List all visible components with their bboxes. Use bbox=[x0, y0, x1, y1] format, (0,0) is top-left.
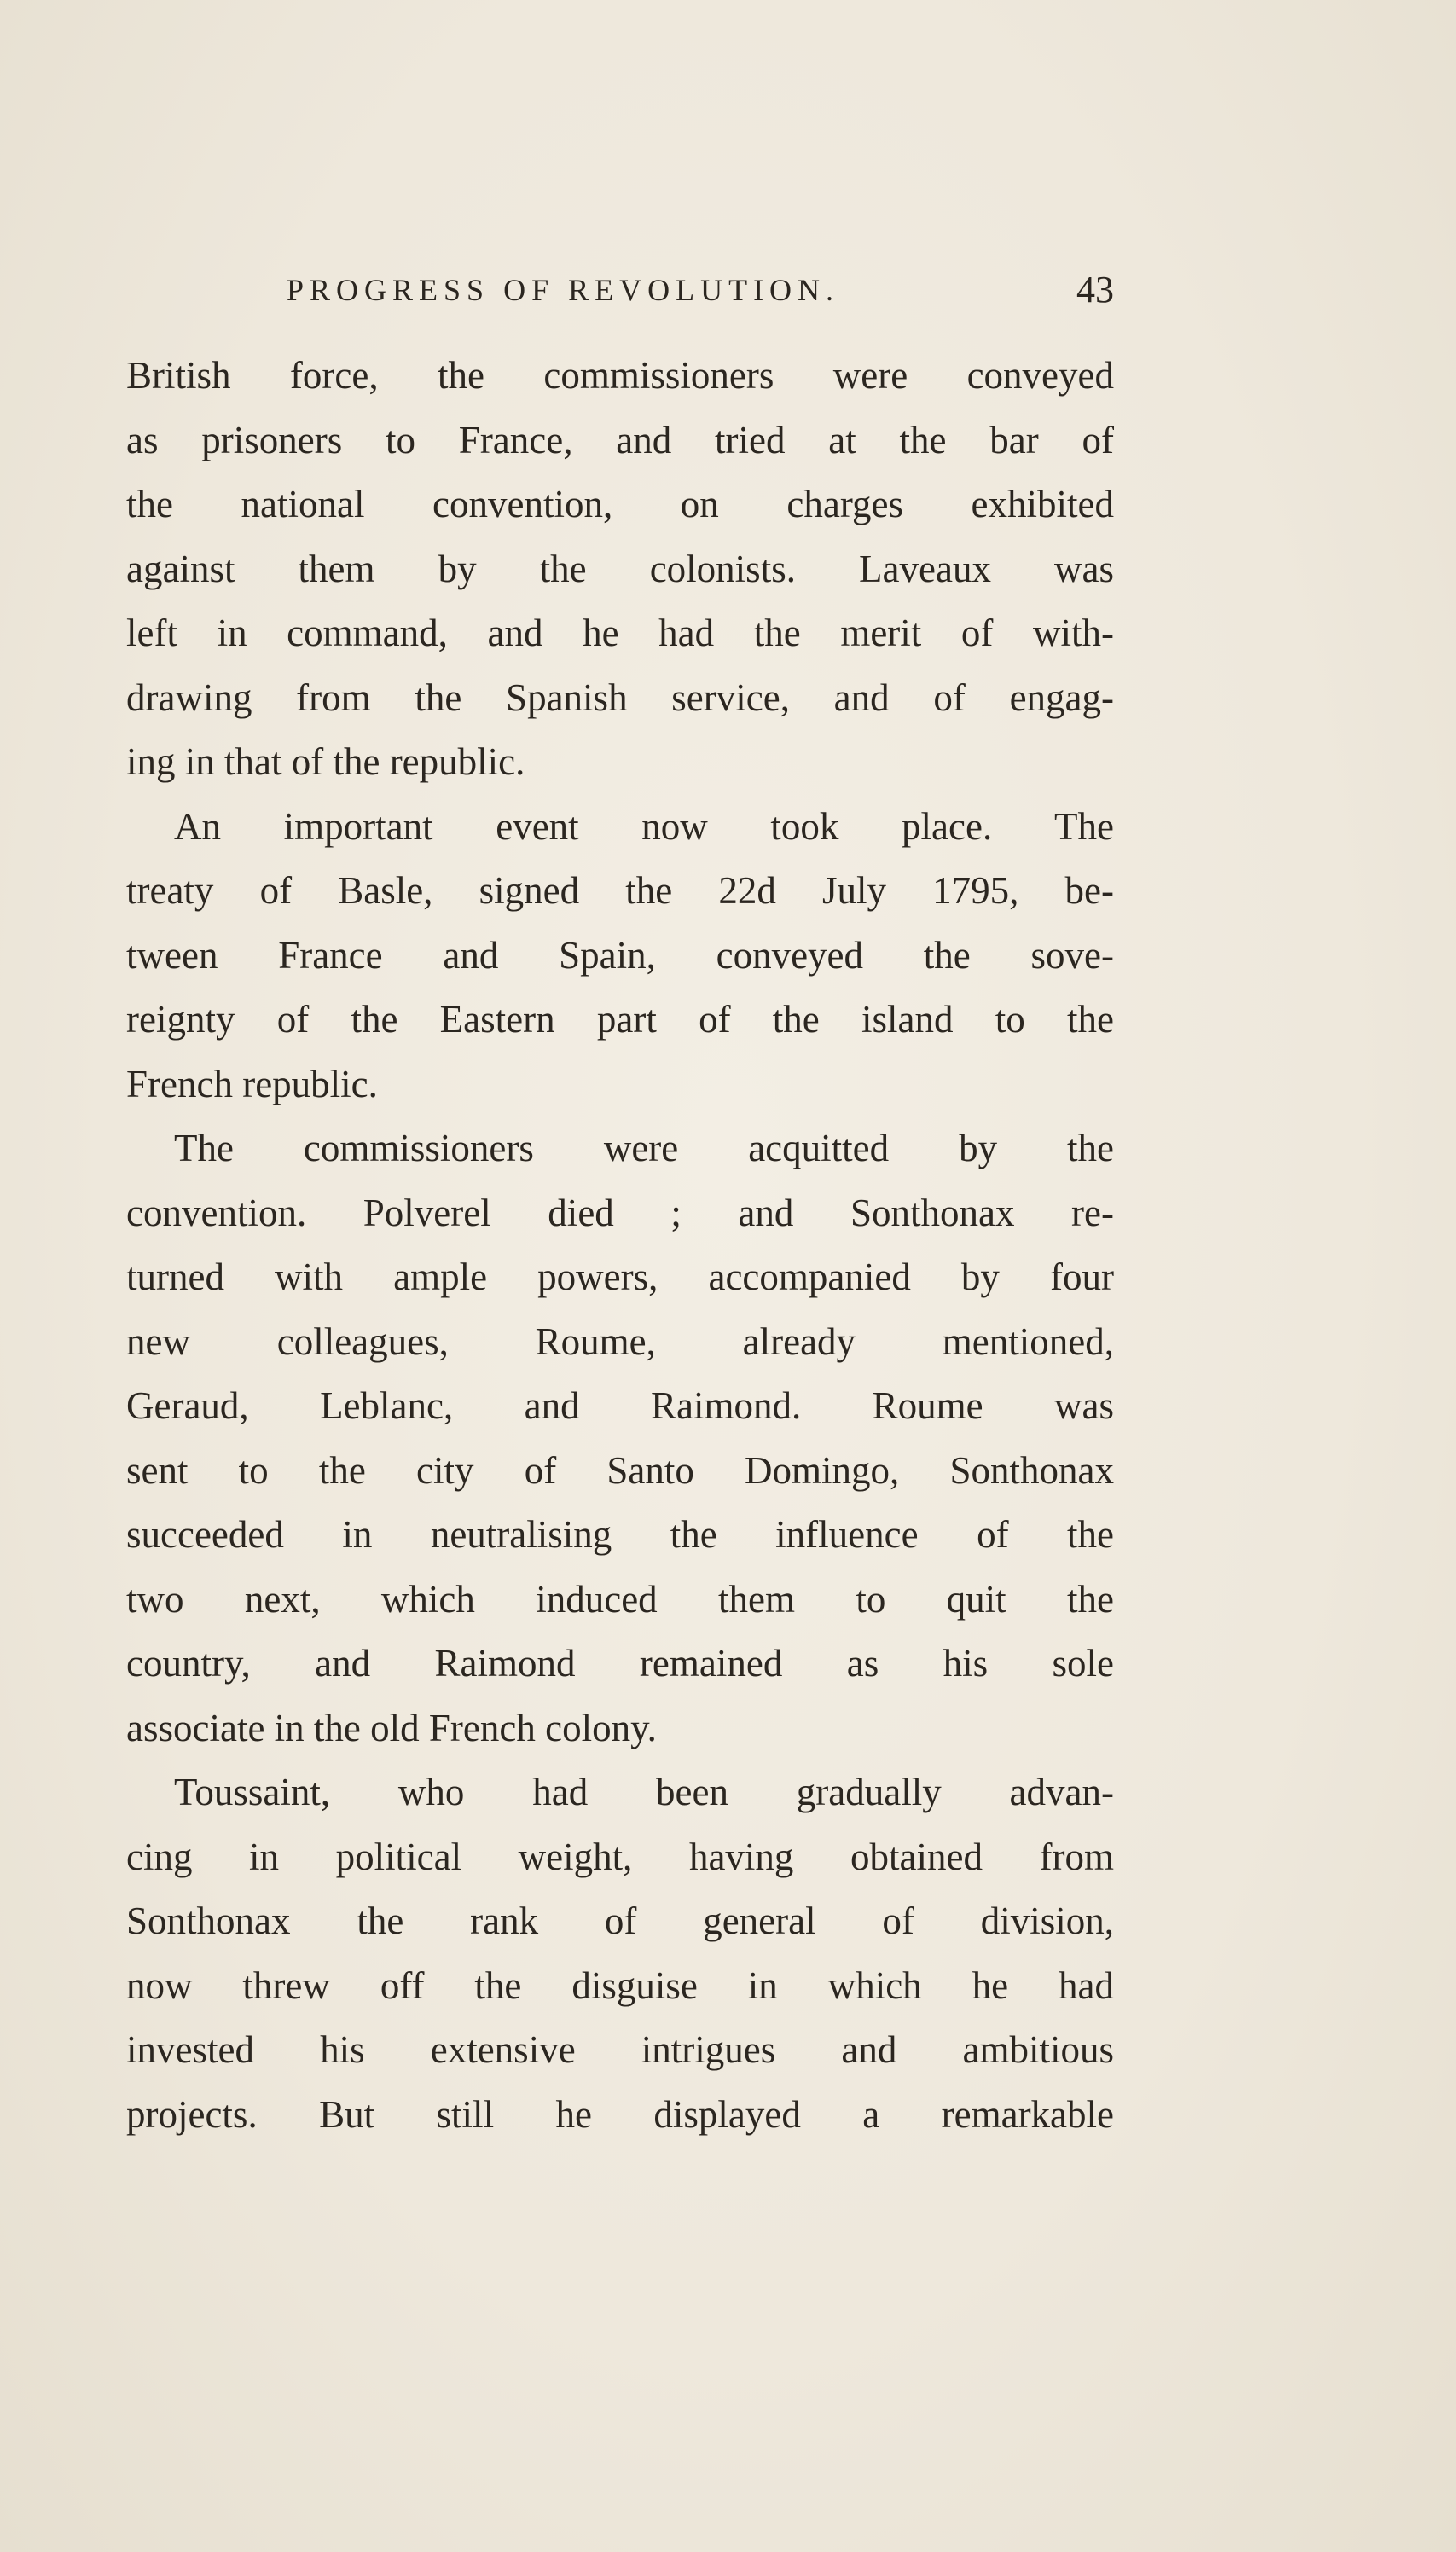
paragraph-1 bbox=[126, 344, 1114, 795]
text-line: succeeded in neutralising the influence of the bbox=[126, 1513, 1114, 1556]
paragraph-3 bbox=[126, 1116, 1114, 1760]
text-line: invested his extensive intrigues and ambitious bbox=[126, 2028, 1114, 2071]
text-line: sent to the city of Santo Domingo, Sonthonax bbox=[126, 1448, 1114, 1492]
paragraph-2 bbox=[126, 795, 1114, 1117]
page-number: 43 bbox=[1076, 269, 1114, 310]
text-line: tween France and Spain, conveyed the sove- bbox=[126, 933, 1114, 977]
text-line: drawing from the Spanish service, and of engag- bbox=[126, 676, 1114, 719]
text-line: The commissioners were acquitted by the bbox=[174, 1127, 1114, 1169]
text-line: British force, the commissioners were conveyed bbox=[126, 354, 1114, 397]
text-line: two next, which induced them to quit the bbox=[126, 1577, 1114, 1621]
text-line: left in command, and he had the merit of with- bbox=[126, 612, 1114, 654]
text-line: Sonthonax the rank of general of division, bbox=[126, 1900, 1114, 1942]
text-line: the national convention, on charges exhibited bbox=[126, 483, 1114, 525]
text-line: Geraud, Leblanc, and Raimond. Roume was bbox=[126, 1384, 1114, 1427]
text-line: against them by the colonists. Laveaux was bbox=[126, 547, 1114, 590]
text-line: cing in political weight, having obtained from bbox=[126, 1835, 1114, 1878]
text-line: treaty of Basle, signed the 22d July 1795, be- bbox=[126, 869, 1114, 912]
running-title: PROGRESS OF REVOLUTION. bbox=[287, 273, 840, 307]
text-line: convention. Polverel died ; and Sonthonax re- bbox=[126, 1191, 1114, 1234]
text-line: turned with ample powers, accompanied by four bbox=[126, 1256, 1114, 1298]
text-line: country, and Raimond remained as his sole bbox=[126, 1642, 1114, 1685]
text-line: ing in that of the republic. bbox=[126, 740, 525, 783]
text-line: new colleagues, Roume, already mentioned, bbox=[126, 1320, 1114, 1363]
text-line: French republic. bbox=[126, 1062, 378, 1105]
body-text bbox=[126, 344, 1114, 2147]
text-line: An important event now took place. The bbox=[174, 804, 1114, 848]
page-header bbox=[126, 264, 1114, 316]
text-line: Toussaint, who had been gradually advan- bbox=[174, 1771, 1114, 1813]
text-line: associate in the old French colony. bbox=[126, 1706, 657, 1749]
text-line: projects. But still he displayed a remarkable bbox=[126, 2092, 1114, 2136]
text-line: reignty of the Eastern part of the island to the bbox=[126, 998, 1114, 1041]
text-line: as prisoners to France, and tried at the bar of bbox=[126, 418, 1114, 461]
paragraph-4 bbox=[126, 1760, 1114, 2147]
text-line: now threw off the disguise in which he had bbox=[126, 1963, 1114, 2007]
